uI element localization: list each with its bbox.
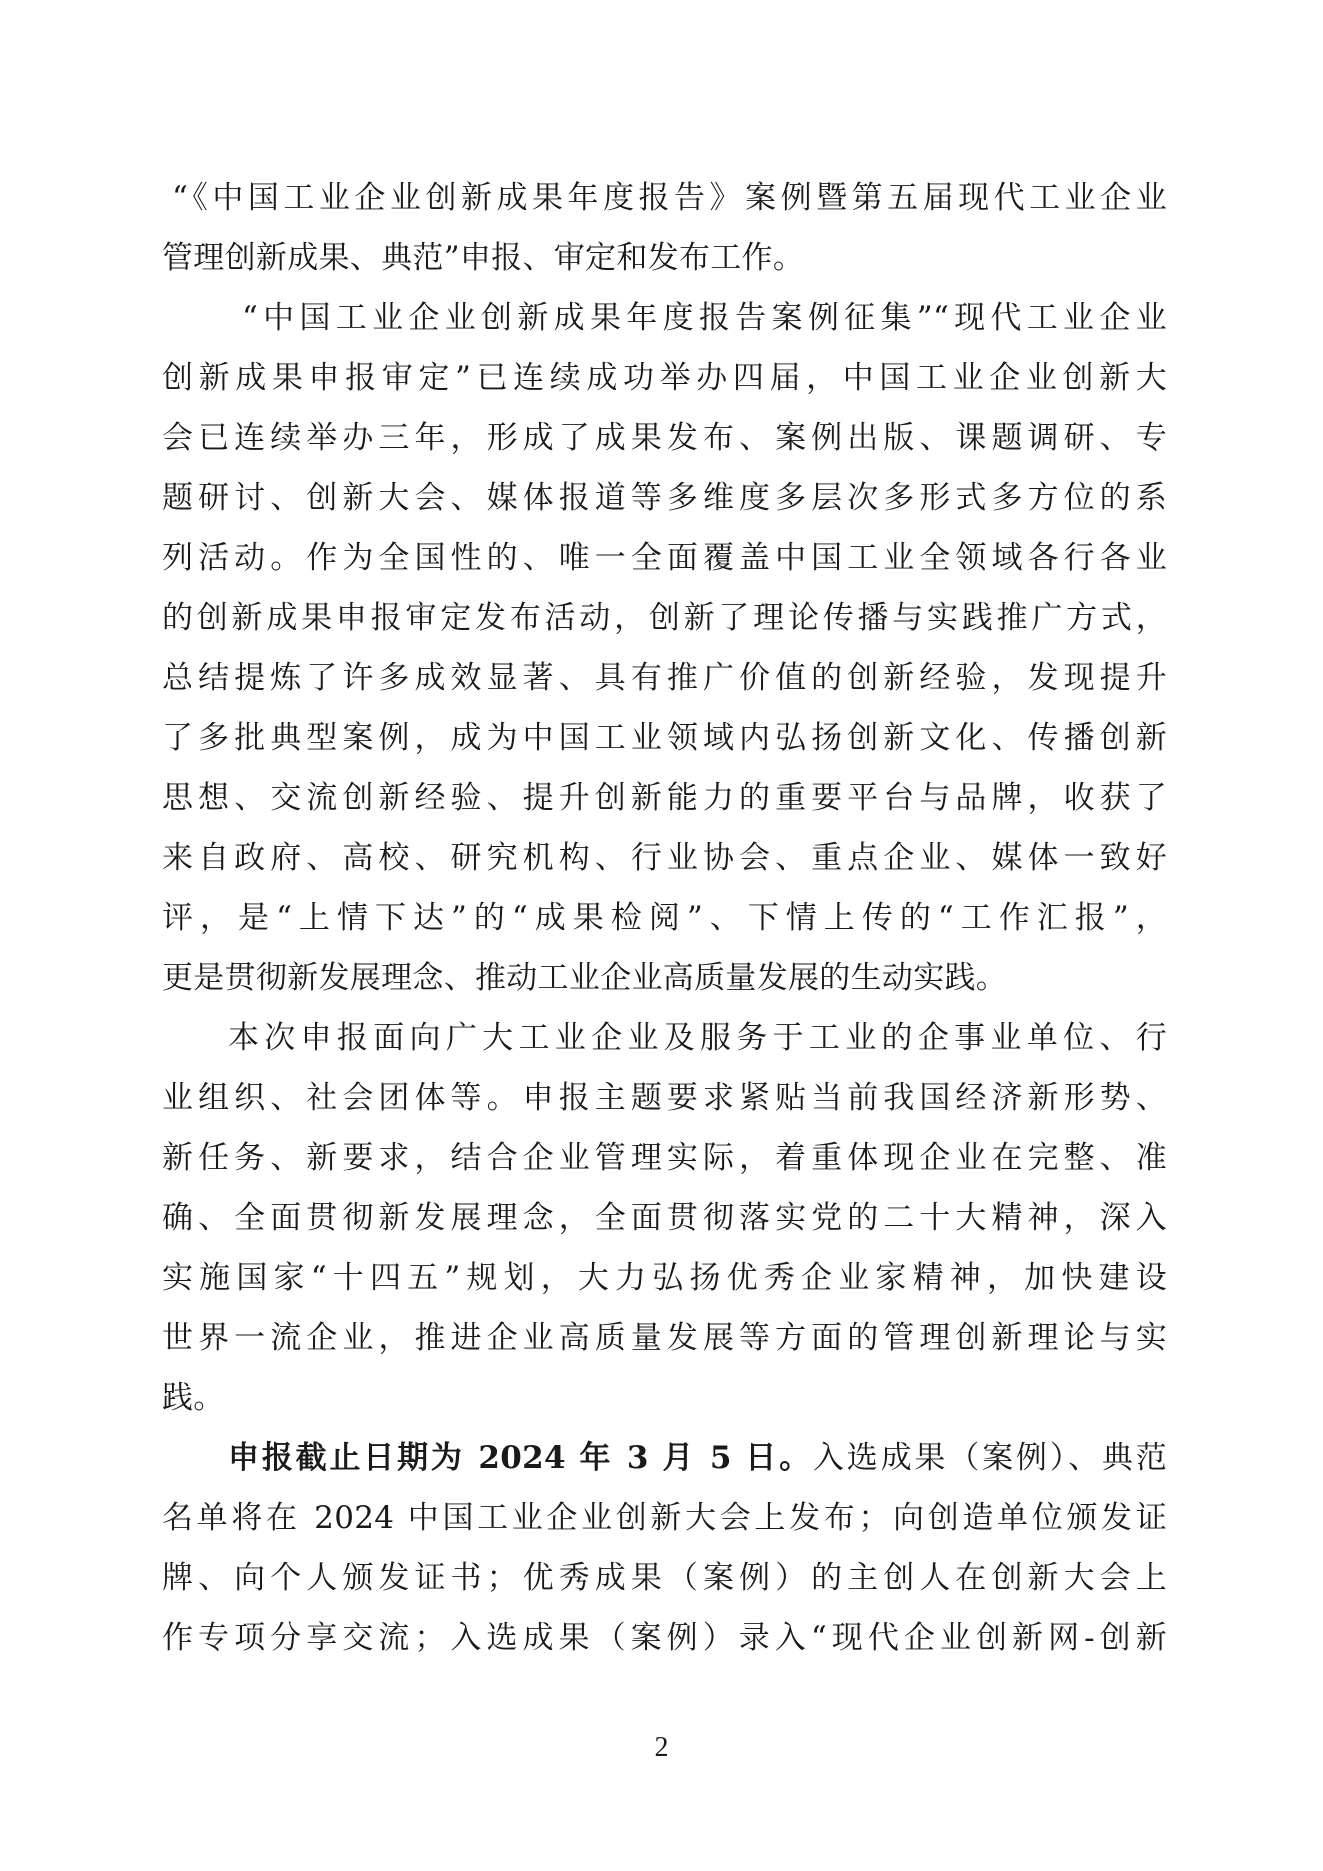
paragraph-4 <box>162 1428 1167 1668</box>
text-line: 评，是“上情下达”的“成果检阅”、下情上传的“工作汇报”， <box>162 900 1167 936</box>
text-line: 来自政府、高校、研究机构、行业协会、重点企业、媒体一致好 <box>162 840 1167 876</box>
text-line: 管理创新成果、典范”申报、审定和发布工作。 <box>162 240 805 276</box>
text-line: “《中国工业企业创新成果年度报告》案例暨第五届现代工业企业 <box>172 180 1167 216</box>
text-line: 实施国家“十四五”规划，大力弘扬优秀企业家精神，加快建设 <box>162 1260 1167 1296</box>
text-line: “中国工业企业创新成果年度报告案例征集”“现代工业企业 <box>242 300 1167 336</box>
paragraph-2 <box>162 288 1167 1008</box>
text-line: 践。 <box>162 1380 225 1416</box>
text-line: 确、全面贯彻新发展理念，全面贯彻落实党的二十大精神，深入 <box>162 1200 1167 1236</box>
text-line: 更是贯彻新发展理念、推动工业企业高质量发展的生动实践。 <box>162 960 1008 996</box>
text-line: 的创新成果申报审定发布活动，创新了理论传播与实践推广方式， <box>162 600 1167 636</box>
text-line: 业组织、社会团体等。申报主题要求紧贴当前我国经济新形势、 <box>162 1080 1167 1116</box>
text-line: 会已连续举办三年，形成了成果发布、案例出版、课题调研、专 <box>162 420 1167 456</box>
paragraph-1 <box>162 168 1167 288</box>
text-line: 总结提炼了许多成效显著、具有推广价值的创新经验，发现提升 <box>162 660 1167 696</box>
text-line: 世界一流企业，推进企业高质量发展等方面的管理创新理论与实 <box>162 1320 1167 1356</box>
paragraph-3 <box>162 1008 1167 1428</box>
document-body <box>162 168 1167 1668</box>
text-line: 名单将在 2024 中国工业企业创新大会上发布；向创造单位颁发证 <box>162 1500 1167 1536</box>
text-line <box>162 1428 1167 1488</box>
text-line: 本次申报面向广大工业企业及服务于工业的企事业单位、行 <box>228 1020 1167 1056</box>
page-number: 2 <box>654 1732 669 1763</box>
text-line: 作专项分享交流；入选成果（案例）录入“现代企业创新网-创新 <box>162 1620 1167 1656</box>
text-line: 新任务、新要求，结合企业管理实际，着重体现企业在完整、准 <box>162 1140 1167 1176</box>
deadline-text: 申报截止日期为 2024 年 3 月 5 日。 <box>228 1440 813 1476</box>
text-line: 思想、交流创新经验、提升创新能力的重要平台与品牌，收获了 <box>162 780 1167 816</box>
text-span: 入选成果（案例）、典范 <box>812 1440 1167 1476</box>
text-line: 牌、向个人颁发证书；优秀成果（案例）的主创人在创新大会上 <box>162 1560 1167 1596</box>
text-line: 列活动。作为全国性的、唯一全面覆盖中国工业全领域各行各业 <box>162 540 1167 576</box>
text-line: 创新成果申报审定”已连续成功举办四届，中国工业企业创新大 <box>162 360 1167 396</box>
text-line: 题研讨、创新大会、媒体报道等多维度多层次多形式多方位的系 <box>162 480 1167 516</box>
text-line: 了多批典型案例，成为中国工业领域内弘扬创新文化、传播创新 <box>162 720 1167 756</box>
